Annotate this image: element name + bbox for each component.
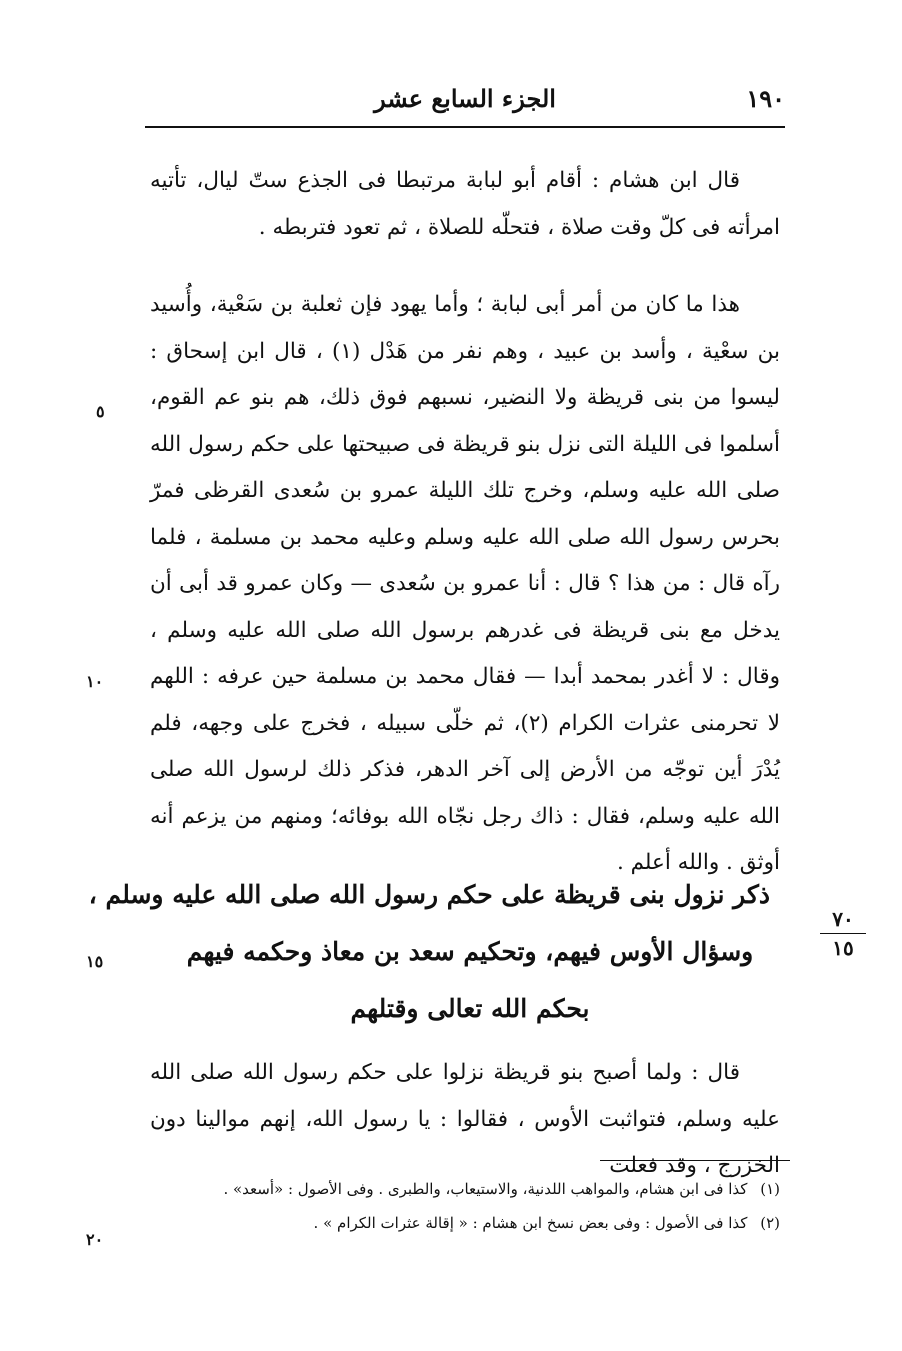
line-number-10: ١٠ [86, 672, 104, 691]
paragraph-1 [150, 158, 780, 251]
heading-line-1: ذكر نزول بنى قريظة على حكم رسول الله صلى الله عليه وسلم ، [88, 880, 770, 909]
footnote-rule [600, 1160, 790, 1161]
footnote-2 [160, 1206, 780, 1240]
footnote-text: كذا فى الأصول : وفى بعض نسخ ابن هشام : « إقالة عثرات الكرام » . [313, 1214, 748, 1232]
page-header [145, 78, 785, 122]
running-title: الجزء السابع عشر [374, 84, 556, 113]
line-number-5: ٥ [96, 402, 105, 421]
paragraph-text: هذا ما كان من أمر أبى لبابة ؛ وأما يهود فإن ثعلبة بن سَعْية، وأُسيد بن سعْية ، وأسد بن عبيد ، وهم نفر من هَدْل (١) ، قال ابن إسحاق : ليسوا من بنى قريظة ولا النضير، نسبهم فوق ذلك، هم بنو عم القوم، أسلموا فى الليلة التى نزل بنو قريظة فى صبيحتها على حكم رسول الله صلى الله عليه وسلم، وخرج تلك الليلة عمرو بن سُعدى القرظى فمرّ بحرس رسول الله صلى الله عليه وسلم وعليه محمد بن مسلمة ، فلما رآه قال : من هذا ؟ قال : أنا عمرو بن سُعدى — وكان عمرو قد أبى أن يدخل مع بنى قريظة فى غدرهم برسول الله صلى الله عليه وسلم ، وقال : لا أغدر بمحمد أبدا — فقال محمد بن مسلمة حين عرفه : اللهم لا تحرمنى عثرات الكرام (٢)، ثم خلّى سبيله ، فخرج على وجهه، فلم يُدْرَ أين توجّه من الأرض إلى آخر الدهر، فذكر ذلك لرسول الله صلى الله عليه وسلم، فقال : ذاك رجل نجّاه الله بوفائه؛ ومنهم من يزعم أنه أوثق . والله أعلم . [150, 292, 781, 875]
paragraph-2 [150, 282, 780, 887]
footnote-1 [160, 1172, 780, 1206]
reference-divider [820, 933, 866, 934]
paragraph-3 [150, 1050, 780, 1190]
line-number-20: ٢٠ [86, 1230, 104, 1249]
source-page-reference [820, 906, 866, 961]
page-number: ١٩٠ [746, 84, 785, 113]
reference-bottom: ١٥ [832, 936, 854, 960]
reference-top: ٧٠ [832, 907, 854, 931]
footnotes [160, 1172, 780, 1240]
footnote-number: (١) [760, 1180, 780, 1198]
footnote-number: (٢) [760, 1214, 780, 1232]
line-number-15: ١٥ [86, 952, 104, 971]
heading-line-2: وسؤال الأوس فيهم، وتحكيم سعد بن معاذ وحكمه فيهم [186, 937, 754, 966]
paragraph-text: قال ابن هشام : أقام أبو لبابة مرتبطا فى الجذع ستّ ليال، تأتيه امرأته فى كلّ وقت صلاة ، فتحلّه للصلاة ، ثم تعود فتربطه . [150, 168, 780, 240]
footnote-text: كذا فى ابن هشام، والمواهب اللدنية، والاستيعاب، والطبرى . وفى الأصول : «أسعد» . [223, 1180, 748, 1198]
paragraph-text: قال : ولما أصبح بنو قريظة نزلوا على حكم رسول الله صلى الله عليه وسلم، فتواثبت الأوس ، فقالوا : يا رسول الله، إنهم موالينا دون الخزرج ، وقد فعلت [150, 1060, 780, 1178]
header-rule [145, 126, 785, 128]
heading-line-3: بحكم الله تعالى وقتلهم [350, 994, 590, 1023]
